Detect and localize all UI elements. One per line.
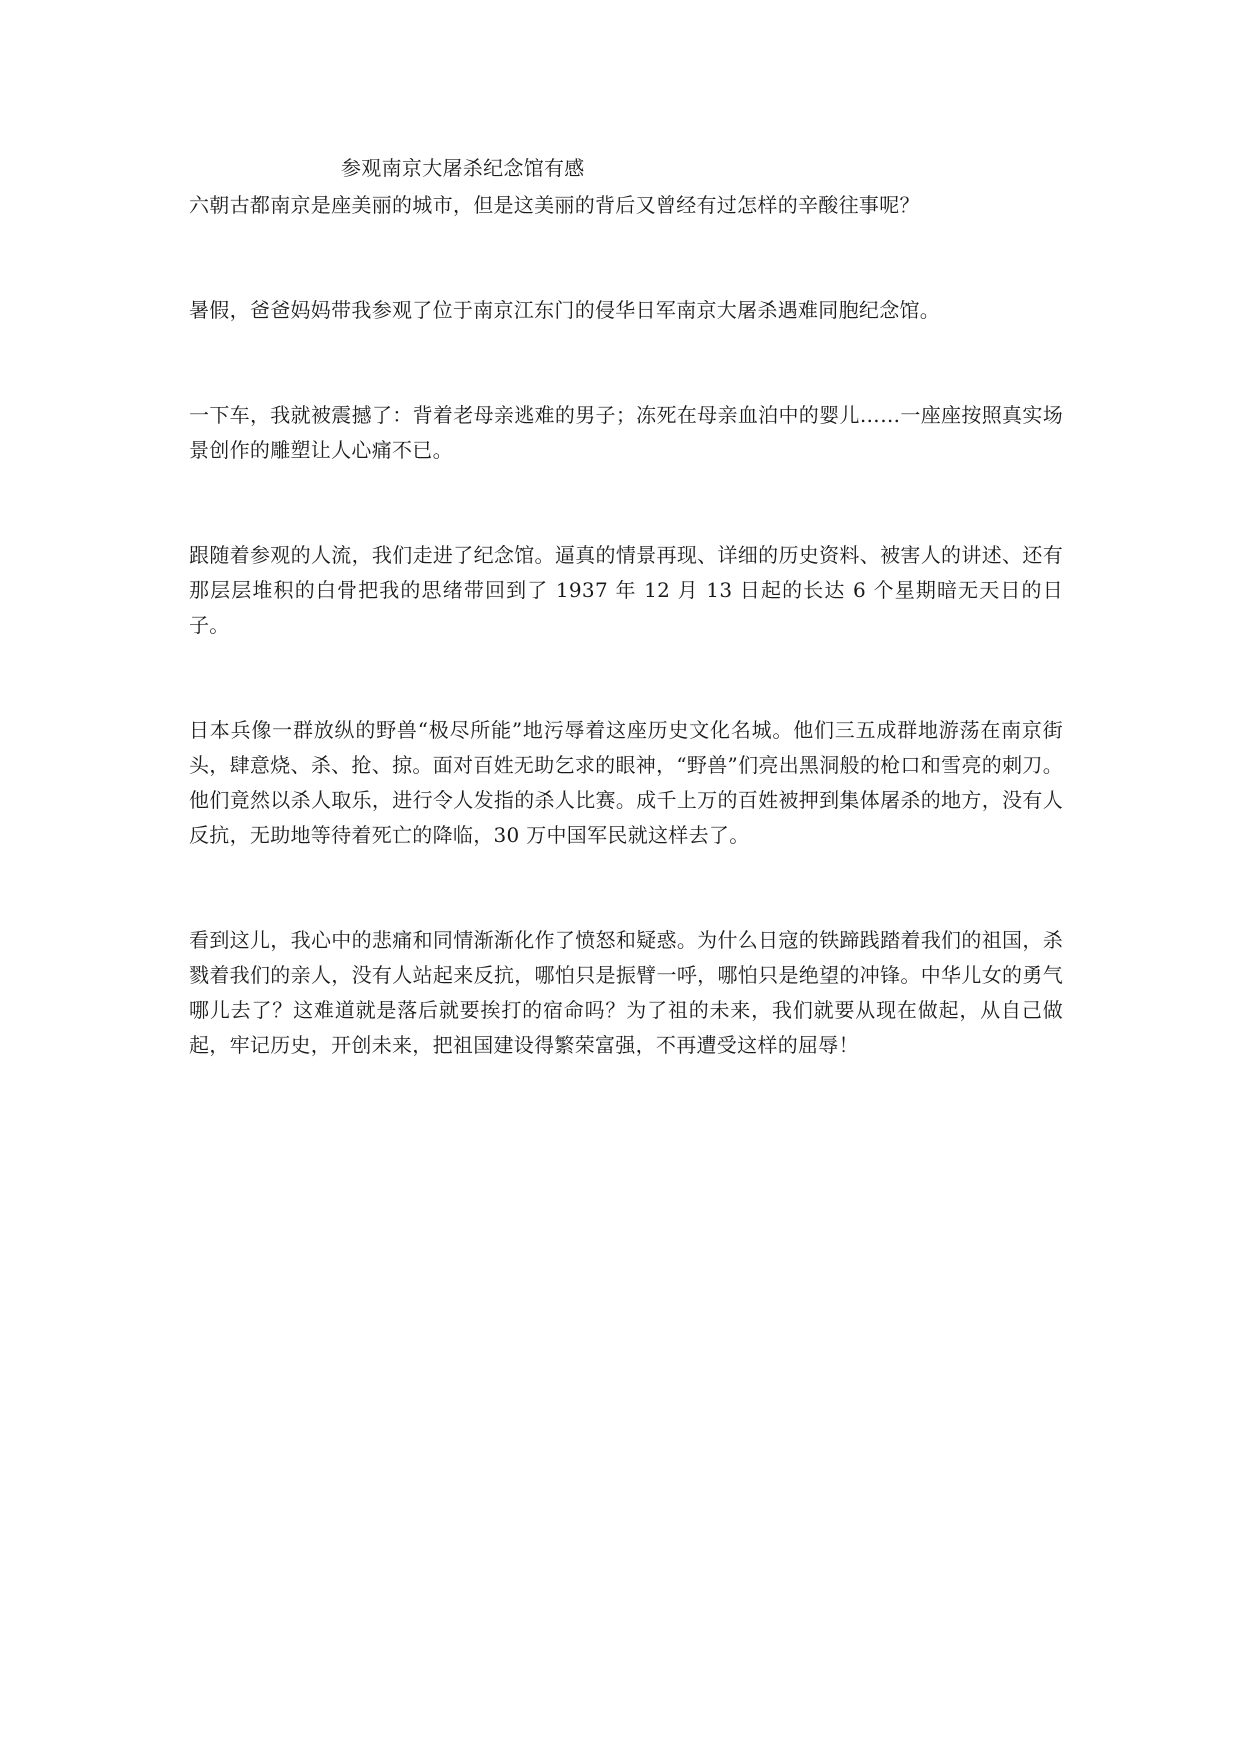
paragraph-1: 六朝古都南京是座美丽的城市，但是这美丽的背后又曾经有过怎样的辛酸往事呢？ <box>189 193 920 217</box>
paragraph-2: 暑假，爸爸妈妈带我参观了位于南京江东门的侵华日军南京大屠杀遇难同胞纪念馆。 <box>189 298 941 322</box>
paragraph-spacer <box>189 643 1063 713</box>
paragraph-spacer <box>189 853 1063 923</box>
paragraph-spacer <box>189 223 1063 293</box>
paragraph-5: 日本兵像一群放纵的野兽“极尽所能”地污辱着这座历史文化名城。他们三五成群地游荡在南京街头，肆意烧、杀、抢、掠。面对百姓无助乞求的眼神，“野兽”们亮出黑洞般的枪口和雪亮的刺刀。他们竟然以杀人取乐，进行令人发指的杀人比赛。成千上万的百姓被押到集体屠杀的地方，没有人反抗，无助地等待着死亡的降临，30 万中国军民就这样去了。 <box>189 718 1063 847</box>
document-title: 参观南京大屠杀纪念馆有感 <box>341 156 585 180</box>
document-body <box>189 148 1063 1063</box>
paragraph-6: 看到这儿，我心中的悲痛和同情渐渐化作了愤怒和疑惑。为什么日寇的铁蹄践踏着我们的祖国，杀戮着我们的亲人，没有人站起来反抗，哪怕只是振臂一呼，哪怕只是绝望的冲锋。中华儿女的勇气哪儿去了？这难道就是落后就要挨打的宿命吗？为了祖的未来，我们就要从现在做起，从自己做起，牢记历史，开创未来，把祖国建设得繁荣富强，不再遭受这样的屈辱！ <box>189 928 1063 1057</box>
paragraph-3: 一下车，我就被震撼了：背着老母亲逃难的男子；冻死在母亲血泊中的婴儿……一座座按照真实场景创作的雕塑让人心痛不已。 <box>189 403 1063 462</box>
paragraph-4: 跟随着参观的人流，我们走进了纪念馆。逼真的情景再现、详细的历史资料、被害人的讲述、还有那层层堆积的白骨把我的思绪带回到了 1937 年 12 月 13 日起的长达 6 个星期暗无天日的日子。 <box>189 543 1063 637</box>
paragraph-spacer <box>189 328 1063 398</box>
paragraph-spacer <box>189 468 1063 538</box>
